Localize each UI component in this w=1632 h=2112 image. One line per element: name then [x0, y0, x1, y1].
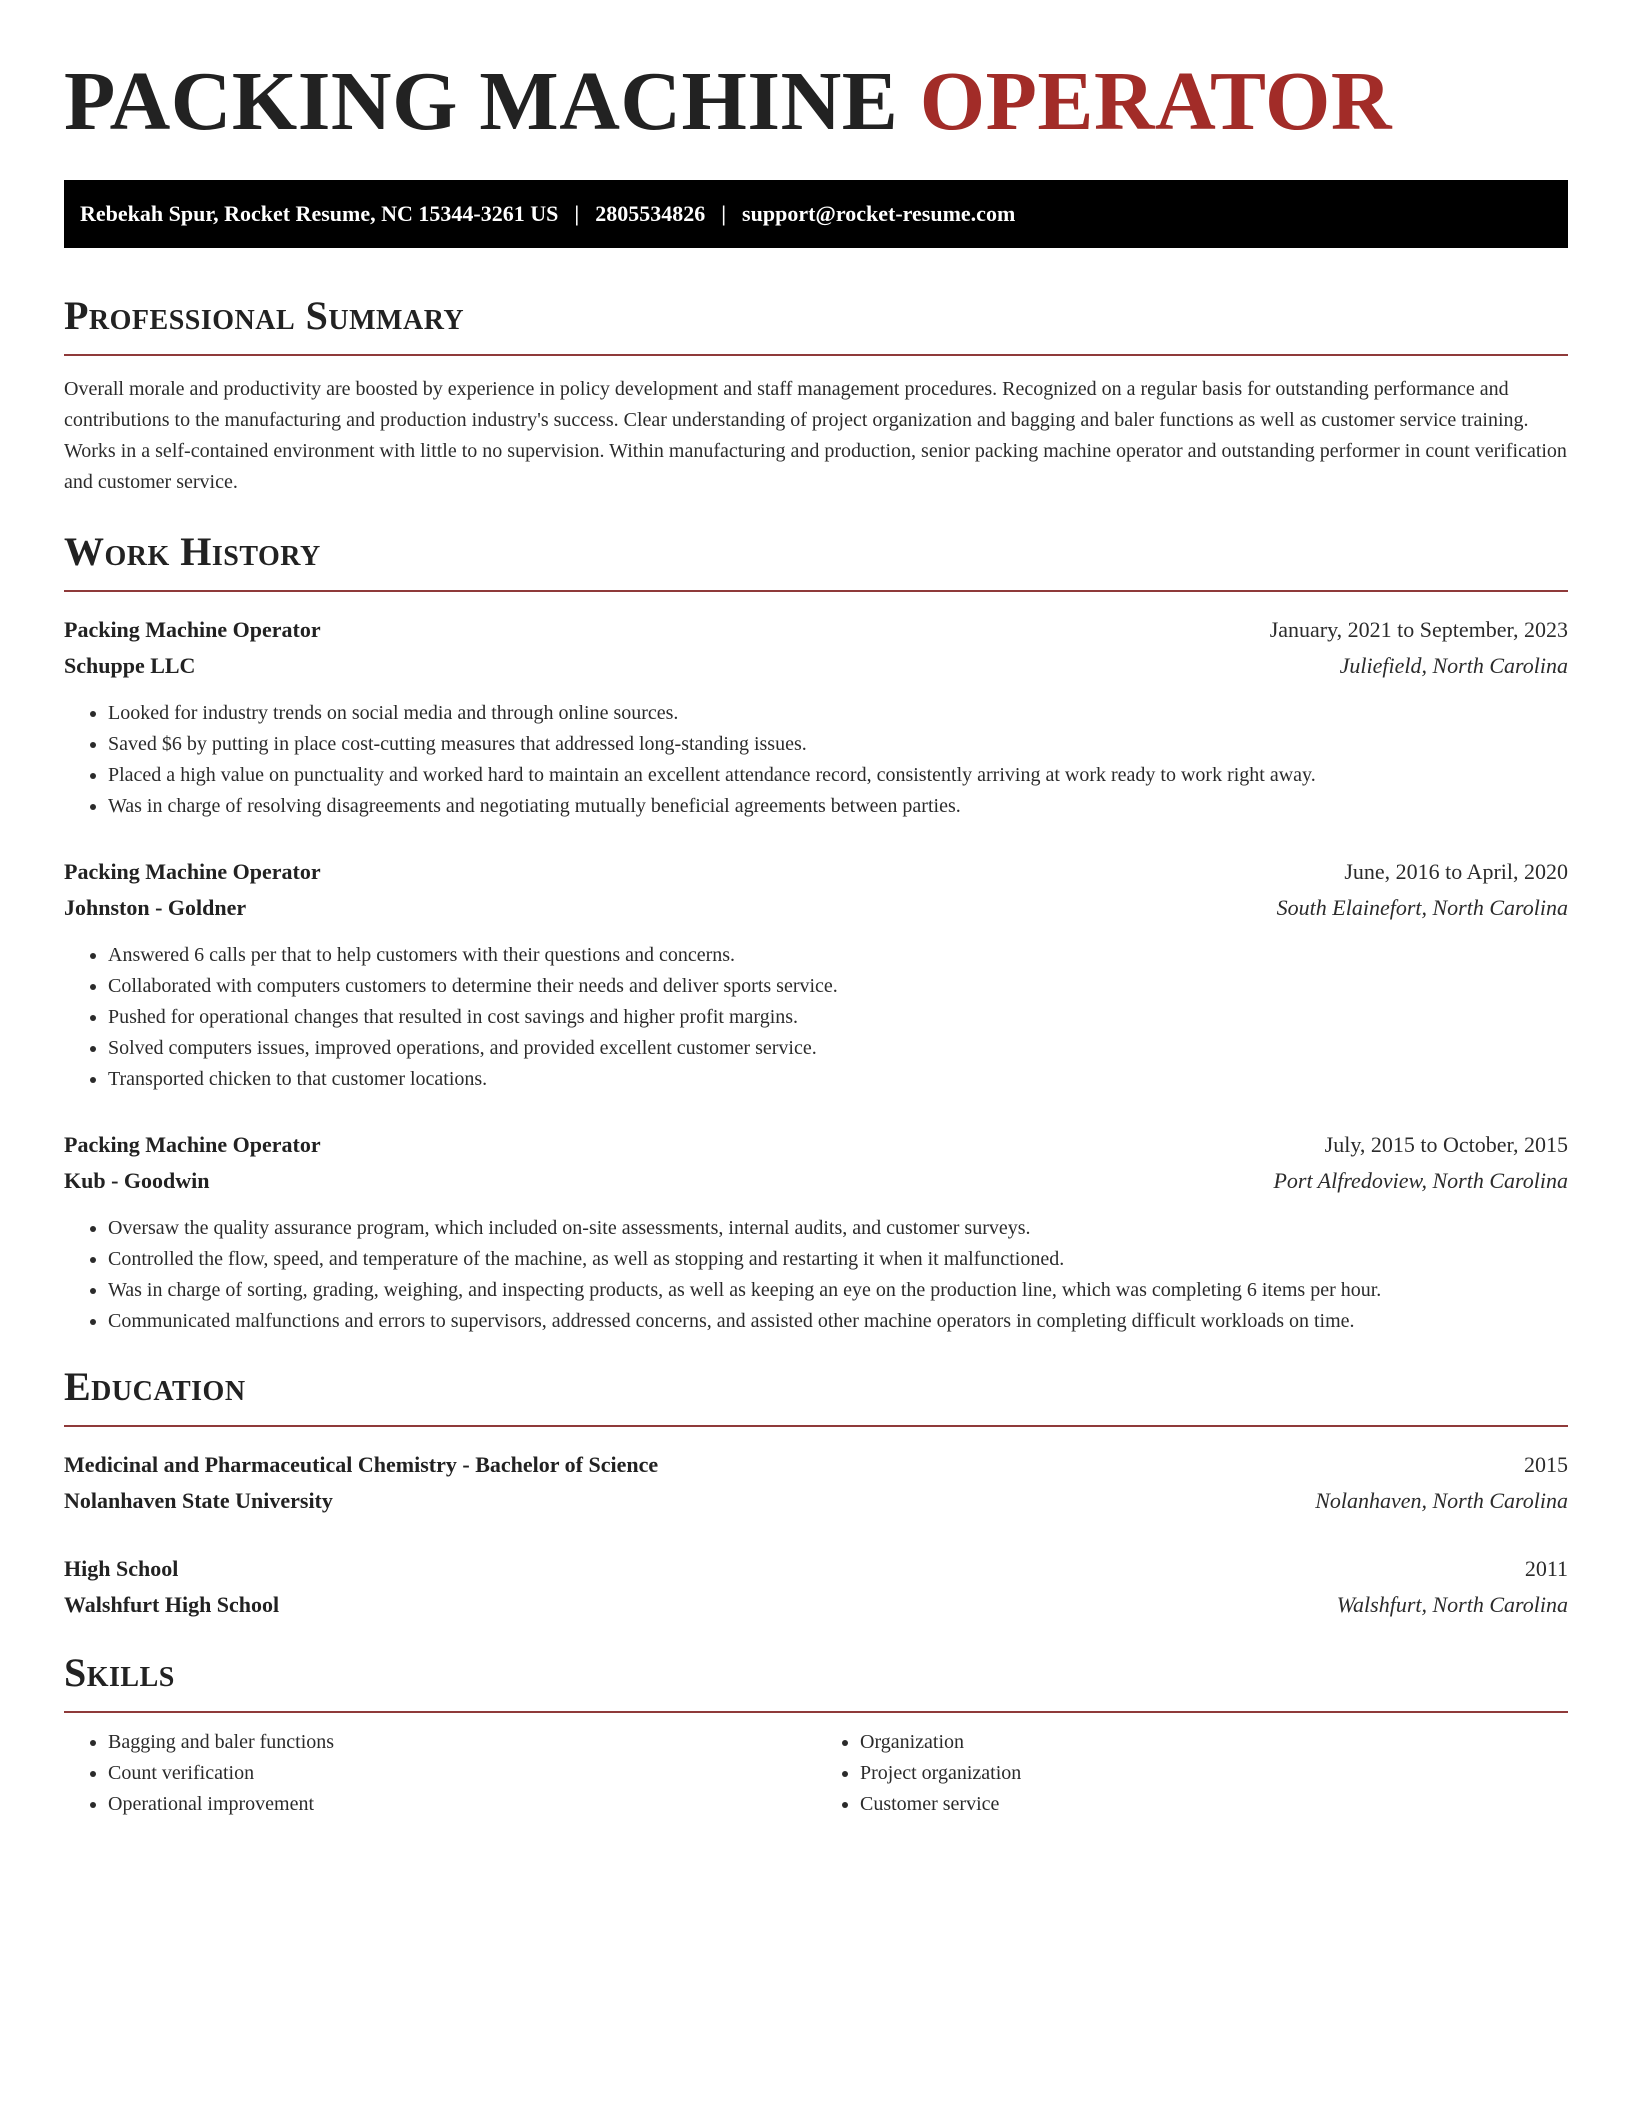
education-heading: Education [64, 1364, 246, 1409]
contact-email: support@rocket-resume.com [742, 201, 1016, 226]
job-company: Kub - Goodwin [64, 1168, 210, 1193]
education-year: 2011 [1524, 1556, 1568, 1581]
list-item: • Oversaw the quality assurance program, which included on-site assessments, internal audits, and customer surveys. [108, 1213, 1568, 1244]
skills-heading: Skills [64, 1650, 175, 1695]
job-header-row [64, 854, 1568, 890]
job-title: Packing Machine Operator [64, 1132, 321, 1157]
summary-text: Overall morale and productivity are boosted by experience in policy development and staff management procedures. Recognized on a regular basis for outstanding performance and contributions to the manufacturing and production industry's success. Clear understanding of project organization and bagging and baler functions as well as customer service training. Works in a self-contained environment with little to no supervision. Within manufacturing and production, senior packing machine operator and outstanding performer in count verification and customer service. [64, 378, 1567, 493]
job-company: Schuppe LLC [64, 653, 196, 678]
list-item: • Organization [860, 1727, 1568, 1758]
skills-column-left [64, 1727, 816, 1820]
education-year: 2015 [1524, 1452, 1568, 1477]
job-entry [64, 612, 1568, 822]
job-bullets [64, 698, 1568, 822]
skills-column-right [816, 1727, 1568, 1820]
list-item: • Looked for industry trends on social media and through online sources. [108, 698, 1568, 729]
contact-phone: 2805534826 [595, 201, 706, 226]
list-item: • Project organization [860, 1758, 1568, 1789]
education-location: Walshfurt, North Carolina [1336, 1592, 1568, 1617]
job-location: Juliefield, North Carolina [1339, 653, 1568, 678]
education-entry [64, 1551, 1568, 1623]
list-item: • Count verification [108, 1758, 816, 1789]
job-dates: July, 2015 to October, 2015 [1324, 1132, 1568, 1157]
title-main: PACKING MACHINE [64, 55, 899, 148]
education-degree: High School [64, 1556, 179, 1581]
list-item: • Pushed for operational changes that resulted in cost savings and higher profit margins. [108, 1002, 1568, 1033]
education-degree: Medicinal and Pharmaceutical Chemistry - Bachelor of Science [64, 1452, 659, 1477]
list-item: • Collaborated with computers customers to determine their needs and deliver sports service. [108, 971, 1568, 1002]
job-location: South Elainefort, North Carolina [1276, 895, 1568, 920]
contact-separator: | [574, 201, 580, 226]
job-company-row [64, 890, 1568, 926]
section-divider [64, 590, 1568, 592]
list-item: • Controlled the flow, speed, and temperature of the machine, as well as stopping and restarting it when it malfunctioned. [108, 1244, 1568, 1275]
education-entry [64, 1447, 1568, 1519]
list-item: • Was in charge of sorting, grading, weighing, and inspecting products, as well as keeping an eye on the production line, which was completing 6 items per hour. [108, 1275, 1568, 1306]
education-school-row [64, 1587, 1568, 1623]
education-school: Nolanhaven State University [64, 1488, 333, 1513]
title-accent: OPERATOR [919, 55, 1393, 148]
job-dates: June, 2016 to April, 2020 [1344, 859, 1568, 884]
job-company-row [64, 1163, 1568, 1199]
job-bullets [64, 1213, 1568, 1337]
skills-grid [64, 1727, 1568, 1820]
education-degree-row [64, 1447, 1568, 1483]
job-dates: January, 2021 to September, 2023 [1269, 617, 1568, 642]
education-degree-row [64, 1551, 1568, 1587]
job-title: Packing Machine Operator [64, 617, 321, 642]
section-divider [64, 354, 1568, 356]
list-item: • Solved computers issues, improved operations, and provided excellent customer service. [108, 1033, 1568, 1064]
job-company-row [64, 648, 1568, 684]
contact-separator: | [721, 201, 727, 226]
education-school: Walshfurt High School [64, 1592, 280, 1617]
education-school-row [64, 1483, 1568, 1519]
job-location: Port Alfredoview, North Carolina [1273, 1168, 1568, 1193]
education-location: Nolanhaven, North Carolina [1315, 1488, 1568, 1513]
list-item: • Communicated malfunctions and errors to supervisors, addressed concerns, and assisted other machine operators in completing difficult workloads on time. [108, 1306, 1568, 1337]
list-item: • Operational improvement [108, 1789, 816, 1820]
work-history-heading: Work History [64, 529, 321, 574]
list-item: • Bagging and baler functions [108, 1727, 816, 1758]
list-item: • Was in charge of resolving disagreements and negotiating mutually beneficial agreements between parties. [108, 791, 1568, 822]
job-header-row [64, 1127, 1568, 1163]
summary-heading: Professional Summary [64, 293, 465, 338]
list-item: • Answered 6 calls per that to help customers with their questions and concerns. [108, 940, 1568, 971]
job-bullets [64, 940, 1568, 1095]
job-entry [64, 854, 1568, 1095]
contact-bar [64, 180, 1568, 248]
section-divider [64, 1425, 1568, 1427]
job-header-row [64, 612, 1568, 648]
list-item: • Placed a high value on punctuality and worked hard to maintain an excellent attendance record, consistently arriving at work ready to work right away. [108, 760, 1568, 791]
section-divider [64, 1711, 1568, 1713]
job-entry [64, 1127, 1568, 1337]
list-item: • Transported chicken to that customer locations. [108, 1064, 1568, 1095]
list-item: • Customer service [860, 1789, 1568, 1820]
job-title: Packing Machine Operator [64, 859, 321, 884]
job-company: Johnston - Goldner [64, 895, 247, 920]
page-title [64, 52, 1568, 152]
list-item: • Saved $6 by putting in place cost-cutting measures that addressed long-standing issues. [108, 729, 1568, 760]
contact-address: Rebekah Spur, Rocket Resume, NC 15344-3261 US [80, 201, 559, 226]
